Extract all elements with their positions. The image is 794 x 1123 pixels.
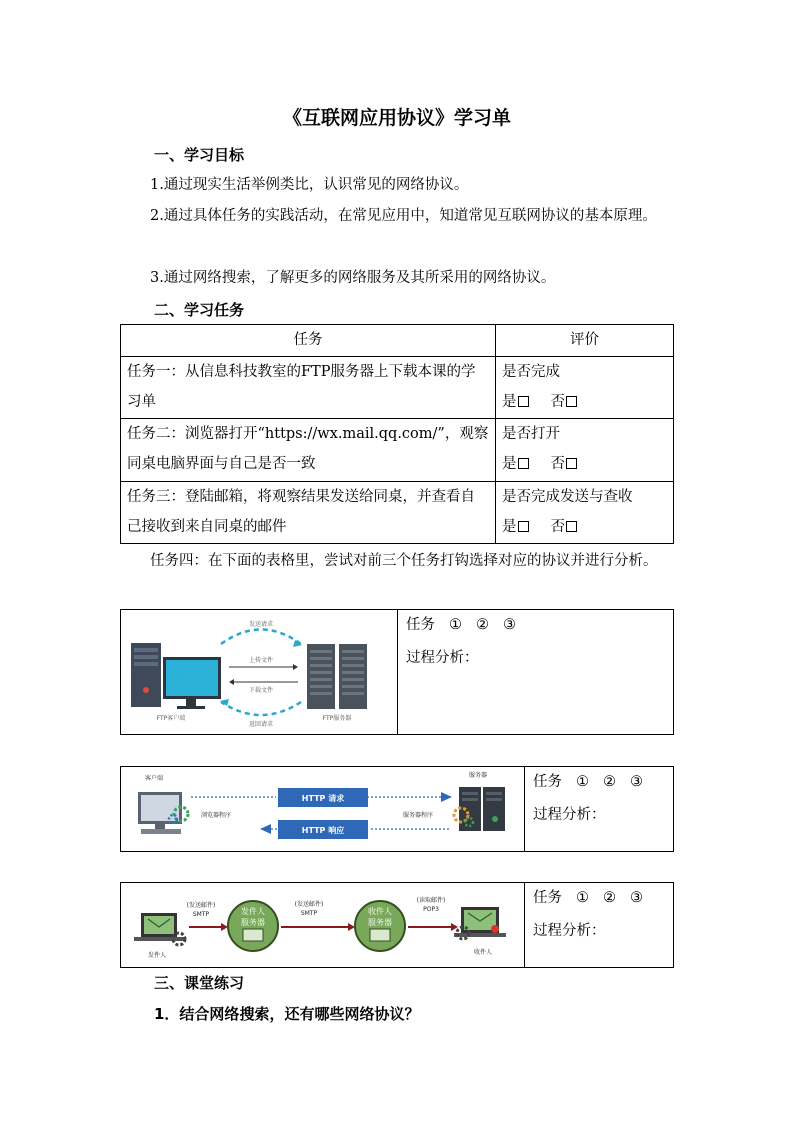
eval-cell [496, 419, 674, 482]
eval-label: 是否打开 [502, 426, 560, 442]
analysis-box-http [120, 766, 674, 852]
yes-checkbox[interactable] [518, 521, 529, 532]
mail-receiver-server-label-2: 服务器 [368, 918, 392, 927]
mail-analysis-area[interactable] [525, 883, 673, 967]
goal-item-1: 1.通过现实生活举例类比，认识常见的网络协议。 [150, 177, 469, 193]
option-1[interactable]: ① [576, 774, 589, 790]
http-server-program-label: 服务器程序 [403, 812, 434, 819]
task-table [120, 324, 674, 544]
option-2[interactable]: ② [603, 774, 616, 790]
task-label: 任务 [533, 774, 562, 790]
task-cell: 任务三：登陆邮箱，将观察结果发送给同桌，并查看自己接收到来自同桌的邮件 [121, 482, 496, 544]
yes-label: 是 [502, 456, 517, 472]
eval-cell [496, 357, 674, 419]
analysis-box-ftp [120, 609, 674, 735]
goal-item-2: 2.通过具体任务的实践活动，在常见应用中，知道常见互联网协议的基本原理。 [150, 208, 657, 224]
http-request-label: HTTP 请求 [301, 794, 345, 803]
table-row [121, 482, 674, 544]
goal-item-3: 3.通过网络搜索，了解更多的网络服务及其所采用的网络协议。 [150, 270, 556, 286]
http-diagram [121, 767, 525, 851]
table-header-task: 任务 [121, 325, 496, 357]
task-options-row [533, 767, 673, 797]
option-3[interactable]: ③ [503, 617, 516, 633]
option-3[interactable]: ③ [630, 890, 643, 906]
task-options-row [406, 610, 673, 640]
mail-sender-server-label-1: 发件人 [241, 907, 265, 916]
eval-label: 是否完成 [502, 364, 560, 380]
option-3[interactable]: ③ [630, 774, 643, 790]
no-checkbox[interactable] [566, 458, 577, 469]
section-heading-practice: 三、课堂练习 [154, 974, 245, 992]
eval-label: 是否完成发送与查收 [502, 489, 633, 505]
table-row [121, 357, 674, 419]
analysis-box-mail [120, 882, 674, 968]
http-client-label: 客户端 [145, 775, 164, 782]
http-browser-label: 浏览器程序 [201, 812, 232, 819]
ftp-server-label: FTP服务器 [322, 715, 352, 722]
no-label: 否 [550, 456, 565, 472]
http-response-label: HTTP 响应 [301, 826, 345, 835]
process-analysis-label: 过程分析： [533, 807, 606, 823]
mail-send-label-2: (发送邮件) [294, 901, 324, 908]
eval-cell [496, 482, 674, 544]
mail-sender-label: 发件人 [147, 952, 167, 959]
table-header-eval: 评价 [496, 325, 674, 357]
ftp-upload-label: 上传文件 [248, 657, 274, 664]
no-label: 否 [550, 519, 565, 535]
ftp-send-request-label: 发送请求 [248, 621, 274, 628]
ftp-download-label: 下载文件 [248, 687, 274, 694]
yes-label: 是 [502, 394, 517, 410]
mail-pop3-label: POP3 [423, 906, 439, 913]
eval-choices [502, 387, 667, 417]
mail-diagram [121, 883, 525, 967]
task-label: 任务 [533, 890, 562, 906]
mail-sender-server-label-2: 服务器 [241, 918, 265, 927]
practice-question-1: 1．结合网络搜索，还有哪些网络协议？ [154, 1005, 420, 1023]
task4-text: 任务四：在下面的表格里，尝试对前三个任务打钩选择对应的协议并进行分析。 [150, 553, 658, 569]
mail-read-label: (读取邮件) [416, 897, 446, 904]
ftp-analysis-area[interactable] [398, 610, 673, 734]
option-1[interactable]: ① [576, 890, 589, 906]
mail-receiver-server-label-1: 收件人 [368, 907, 392, 916]
task-options-row [533, 883, 673, 913]
no-checkbox[interactable] [566, 396, 577, 407]
option-2[interactable]: ② [476, 617, 489, 633]
yes-checkbox[interactable] [518, 396, 529, 407]
mail-receiver-label: 收件人 [473, 949, 493, 956]
table-row [121, 419, 674, 482]
no-checkbox[interactable] [566, 521, 577, 532]
no-label: 否 [550, 394, 565, 410]
process-analysis-label: 过程分析： [406, 650, 479, 666]
ftp-diagram [121, 610, 398, 734]
process-analysis-label: 过程分析： [533, 923, 606, 939]
ftp-return-request-label: 返回请求 [248, 721, 274, 728]
mail-smtp-label-1: SMTP [192, 911, 210, 918]
task-cell: 任务二：浏览器打开“https://wx.mail.qq.com/”，观察同桌电脑界面与自己是否一致 [121, 419, 496, 482]
eval-choices [502, 512, 667, 542]
http-server-label: 服务器 [469, 772, 488, 779]
option-2[interactable]: ② [603, 890, 616, 906]
document-title: 《互联网应用协议》学习单 [282, 107, 511, 129]
http-analysis-area[interactable] [525, 767, 673, 851]
mail-smtp-label-2: SMTP [300, 910, 318, 917]
yes-label: 是 [502, 519, 517, 535]
task-label: 任务 [406, 617, 435, 633]
option-1[interactable]: ① [449, 617, 462, 633]
section-heading-tasks: 二、学习任务 [154, 301, 245, 319]
yes-checkbox[interactable] [518, 458, 529, 469]
section-heading-goals: 一、学习目标 [154, 146, 245, 164]
task-cell: 任务一：从信息科技教室的FTP服务器上下载本课的学习单 [121, 357, 496, 419]
mail-send-label-1: (发送邮件) [186, 902, 216, 909]
eval-choices [502, 449, 667, 479]
ftp-client-label: FTP客户端 [156, 715, 186, 722]
